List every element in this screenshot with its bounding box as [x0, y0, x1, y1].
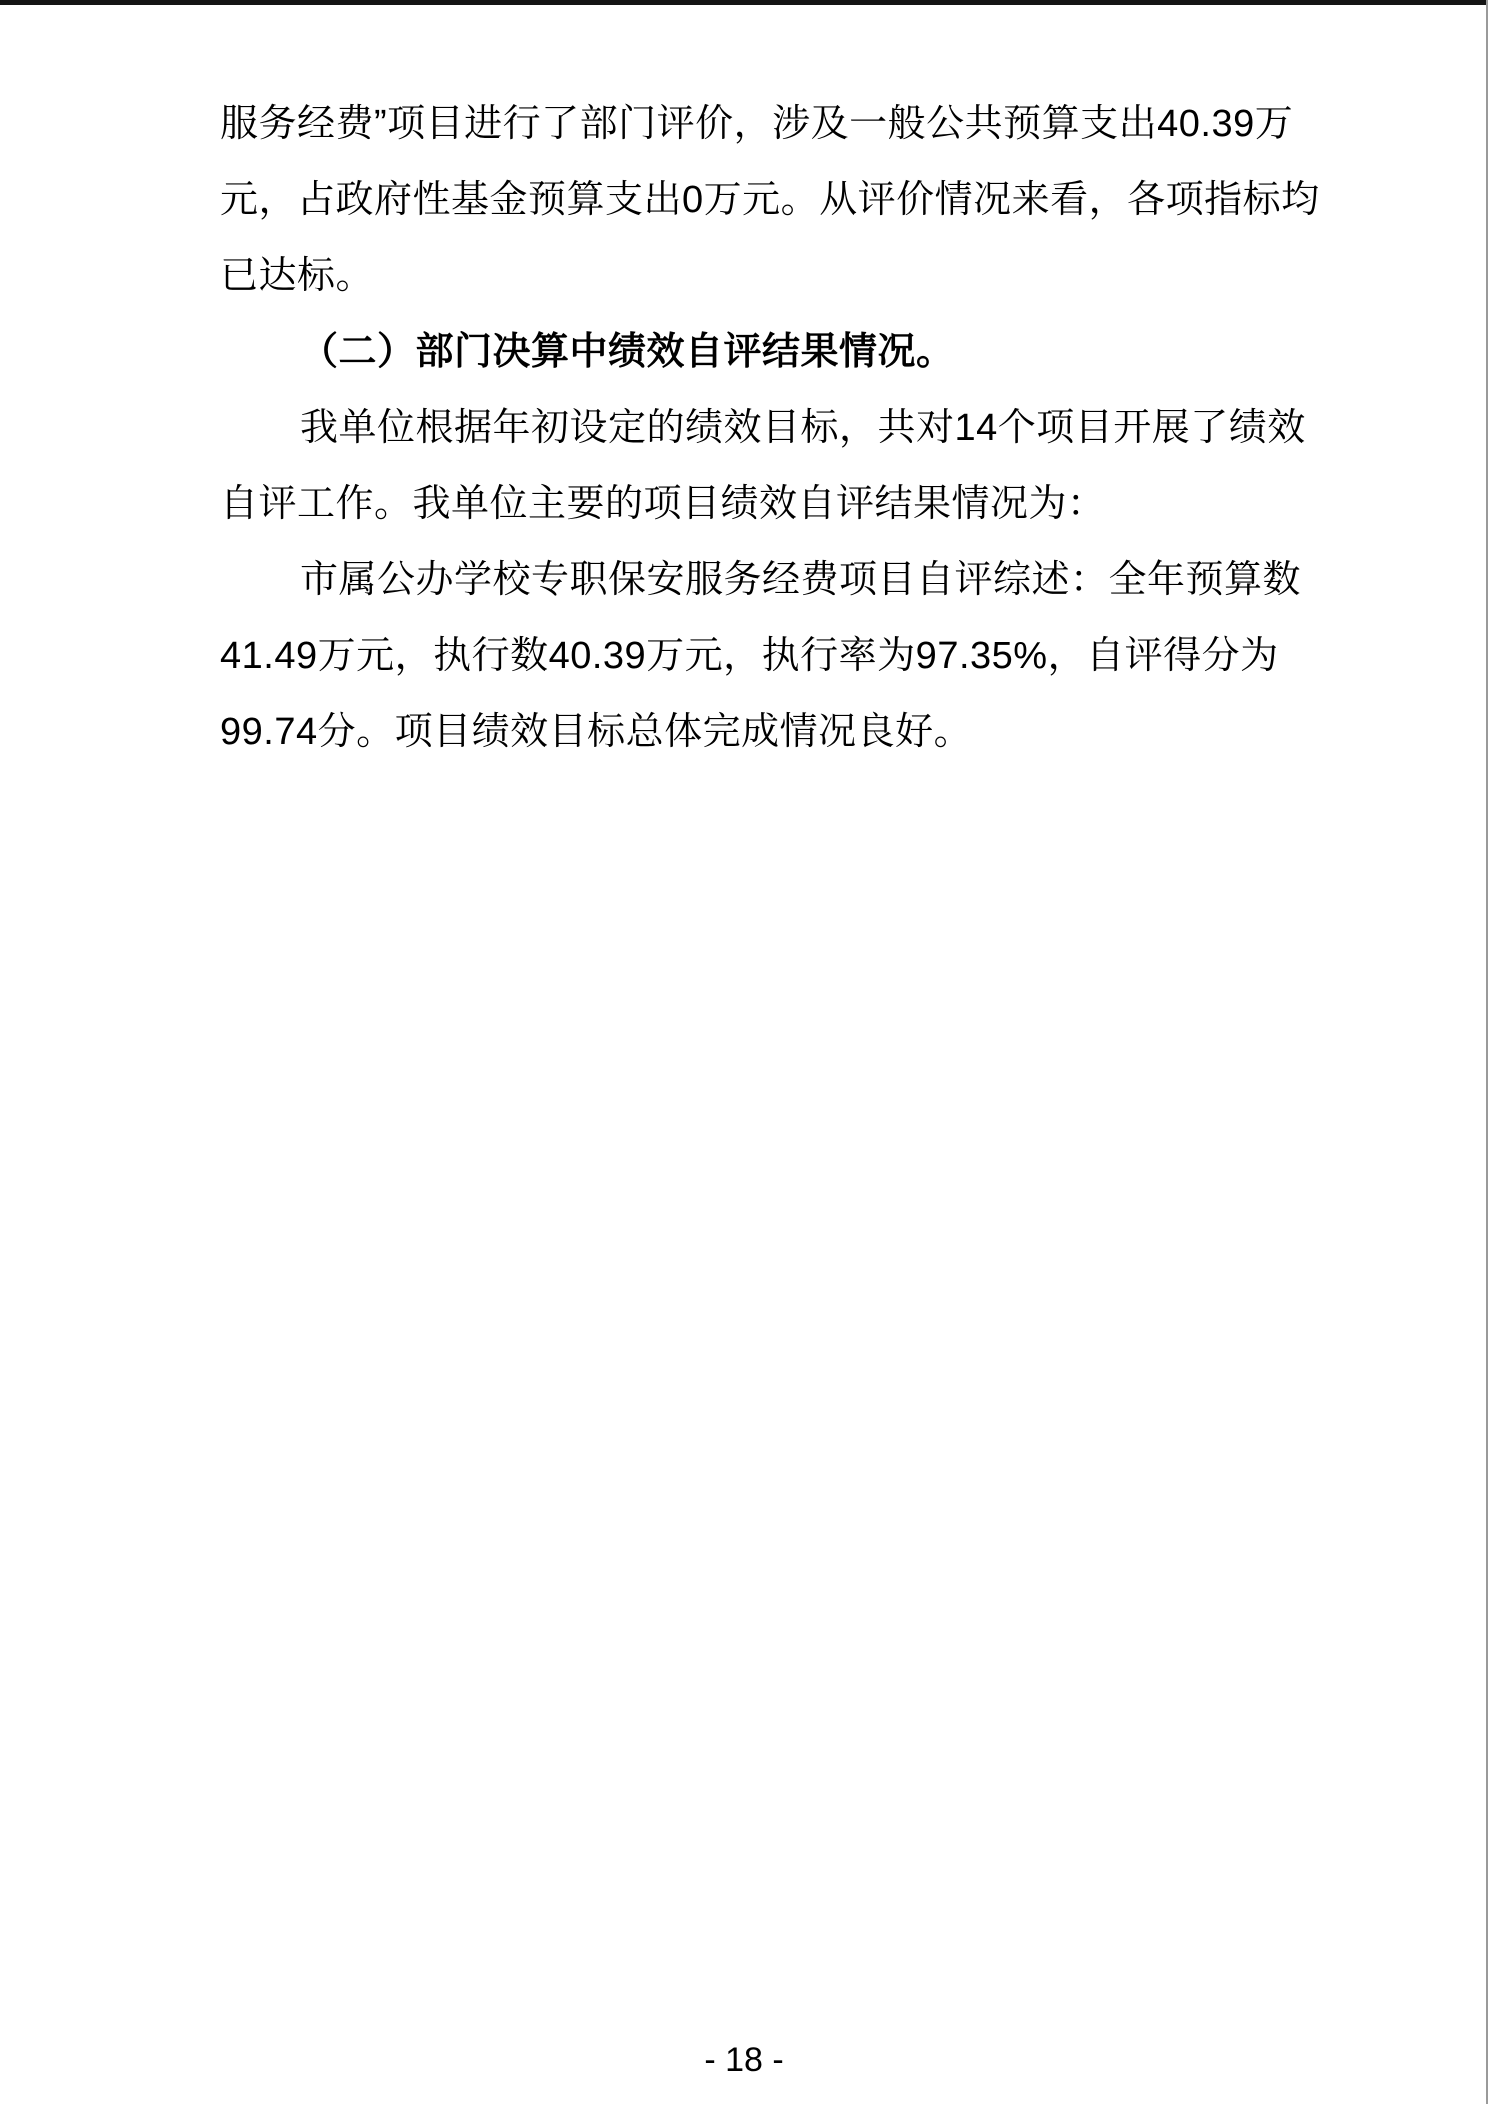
section-heading: （二）部门决算中绩效自评结果情况。 — [300, 331, 955, 373]
text-line: 我单位根据年初设定的绩效目标，共对14个项目开展了绩效 — [300, 407, 1306, 449]
document-body — [220, 86, 1320, 770]
text-line: 已达标。 — [220, 255, 375, 297]
top-edge-bar — [0, 0, 1488, 5]
text-line: 41.49万元，执行数40.39万元，执行率为97.35%，自评得分为 — [220, 635, 1279, 677]
text-line: 元，占政府性基金预算支出0万元。从评价情况来看，各项指标均 — [220, 179, 1320, 221]
page-number: - 18 - — [704, 2041, 784, 2079]
text-line: 自评工作。我单位主要的项目绩效自评结果情况为： — [220, 483, 1106, 525]
text-line: 99.74分。项目绩效目标总体完成情况良好。 — [220, 711, 973, 753]
text-line: 服务经费”项目进行了部门评价，涉及一般公共预算支出40.39万 — [220, 103, 1294, 145]
text-line: 市属公办学校专职保安服务经费项目自评综述：全年预算数 — [300, 559, 1302, 601]
